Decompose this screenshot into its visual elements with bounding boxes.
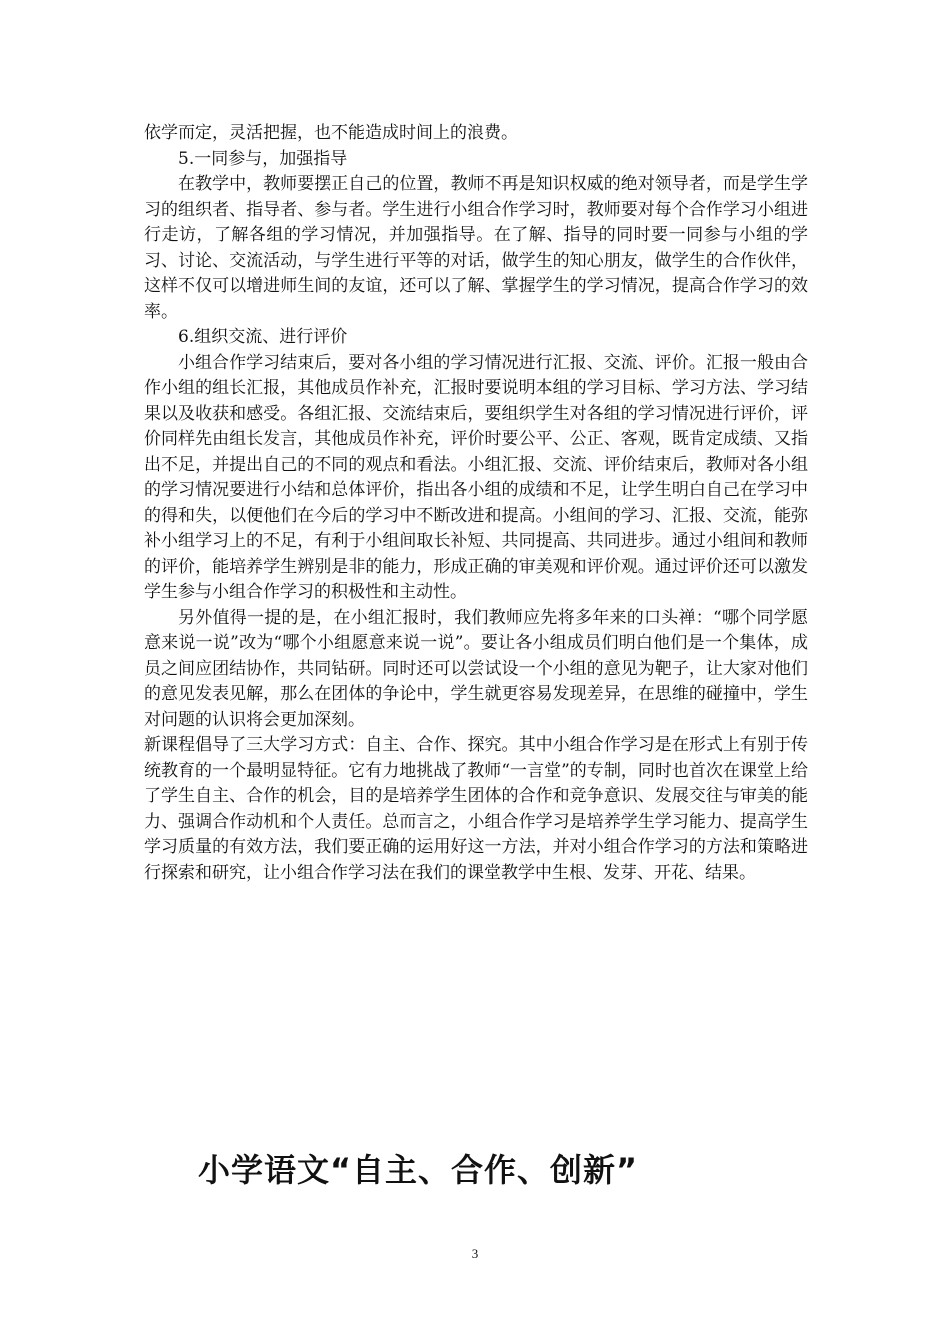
page-number: 3 <box>471 1246 479 1261</box>
section-heading: 5.一同参与，加强指导 <box>178 148 348 169</box>
paragraph: 另外值得一提的是，在小组汇报时，我们教师应先将多年来的口头禅：“哪个同学愿意来说一说”改为“哪个小组愿意来说一说”。要让各小组成员们明白他们是一个集体，成员之间应团结协作，共同钻研。同时还可以尝试设一个小组的意见为靶子，让大家对他们的意见发表见解，那么在团体的争论中，学生就更容易发现差异，在思维的碰撞中，学生对问题的认识将会更加深刻。 <box>144 607 808 730</box>
paragraph: 在教学中，教师要摆正自己的位置，教师不再是知识权威的绝对领导者，而是学生学习的组织者、指导者、参与者。学生进行小组合作学习时，教师要对每个合作学习小组进行走访，了解各组的学习情况，并加强指导。在了解、指导的同时要一同参与小组的学习、讨论、交流活动，与学生进行平等的对话，做学生的知心朋友，做学生的合作伙伴，这样不仅可以增进师生间的友谊，还可以了解、掌握学生的学习情况，提高合作学习的效率。 <box>144 174 808 322</box>
body-text <box>144 121 808 886</box>
next-article-title: 小学语文“自主、合作、创新” <box>198 1151 639 1189</box>
paragraph: 小组合作学习结束后，要对各小组的学习情况进行汇报、交流、评价。汇报一般由合作小组的组长汇报，其他成员作补充，汇报时要说明本组的学习目标、学习方法、学习结果以及收获和感受。各组汇报、交流结束后，要组织学生对各组的学习情况进行评价，评价同样先由组长发言，其他成员作补充，评价时要公平、公正、客观，既肯定成绩、又指出不足，并提出自己的不同的观点和看法。小组汇报、交流、评价结束后，教师对各小组的学习情况要进行小结和总体评价，指出各小组的成绩和不足，让学生明白自己在学习中的得和失，以便他们在今后的学习中不断改进和提高。小组间的学习、汇报、交流，能弥补小组学习上的不足，有利于小组间取长补短、共同提高、共同进步。通过小组间和教师的评价，能培养学生辨别是非的能力，形成正确的审美观和评价观。通过评价还可以激发学生参与小组合作学习的积极性和主动性。 <box>144 352 808 602</box>
paragraph: 依学而定，灵活把握，也不能造成时间上的浪费。 <box>144 123 518 143</box>
paragraph: 新课程倡导了三大学习方式：自主、合作、探究。其中小组合作学习是在形式上有别于传统教育的一个最明显特征。它有力地挑战了教师“一言堂”的专制，同时也首次在课堂上给了学生自主、合作的机会，目的是培养学生团体的合作和竞争意识、发展交往与审美的能力、强调合作动机和个人责任。总而言之，小组合作学习是培养学生学习能力、提高学生学习质量的有效方法，我们要正确的运用好这一方法，并对小组合作学习的方法和策略进行探索和研究，让小组合作学习法在我们的课堂教学中生根、发芽、开花、结果。 <box>144 735 808 883</box>
section-heading: 6.组织交流、进行评价 <box>178 327 348 347</box>
